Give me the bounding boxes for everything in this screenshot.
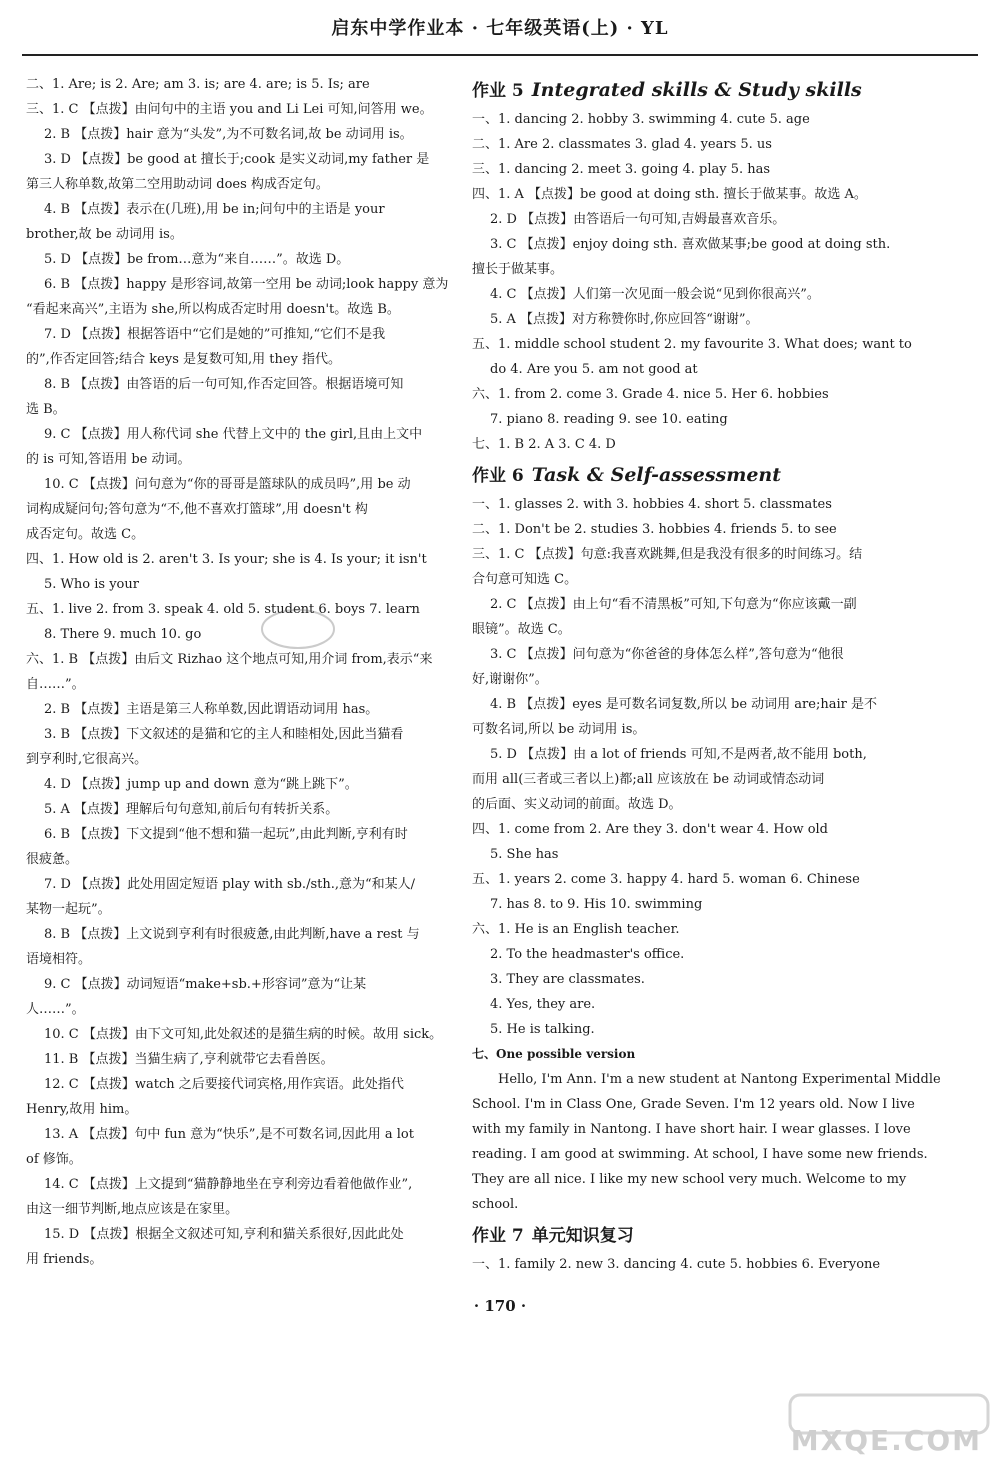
section-number: 作业 5: [472, 81, 524, 101]
essay-label: 七、One possible version: [472, 1047, 636, 1061]
answer-line: Henry,故用 him。: [26, 1102, 138, 1117]
answer-line: 2. To the headmaster's office.: [490, 947, 685, 962]
answer-line: 四、1. How old is 2. aren't 3. Is your; she is 4. Is your; it isn't: [26, 552, 427, 567]
answer-line: 10. C 【点拨】由下文可知,此处叙述的是猫生病的时候。故用 sick。: [44, 1027, 443, 1042]
answer-line: 某物一起玩”。: [26, 902, 111, 917]
answer-line: 人……”。: [26, 1002, 85, 1017]
answer-line: 7. D 【点拨】此处用固定短语 play with sb./sth.,意为“和某人/: [44, 877, 416, 892]
answer-line: 擅长于做某事。: [472, 262, 564, 277]
answer-line: 二、1. Are 2. classmates 3. glad 4. years 5. us: [472, 137, 772, 152]
answer-line: 3. C 【点拨】问句意为“你爸爸的身体怎么样”,答句意为“他很: [490, 647, 844, 662]
stamp-mark: [258, 606, 338, 652]
section-title: 单元知识复习: [531, 1226, 634, 1246]
answer-line: 2. C 【点拨】由上句“看不清黑板”可知,下句意为“你应该戴一副: [490, 597, 857, 612]
page-number: · 170 ·: [473, 1297, 527, 1315]
answer-line: 7. piano 8. reading 9. see 10. eating: [490, 412, 728, 427]
section-number: 作业 6: [472, 466, 524, 486]
answer-line: 4. B 【点拨】eyes 是可数名词复数,所以 be 动词用 are;hair 是不: [490, 697, 877, 712]
section-number: 作业 7: [472, 1226, 524, 1246]
page-header: [22, 6, 978, 56]
answer-line: 8. B 【点拨】由答语的后一句可知,作否定回答。根据语境可知: [44, 377, 404, 392]
answer-line: 二、1. Don't be 2. studies 3. hobbies 4. friends 5. to see: [472, 522, 837, 537]
answer-line: 合句意可知选 C。: [472, 572, 578, 587]
answer-line: 四、1. come from 2. Are they 3. don't wear 4. How old: [472, 822, 829, 837]
answer-line: 10. C 【点拨】问句意为“你的哥哥是篮球队的成员吗”,用 be 动: [44, 477, 411, 492]
section-title: Task & Self-assessment: [531, 464, 782, 486]
answer-line: 8. B 【点拨】上文说到亨利有时很疲惫,由此判断,have a rest 与: [44, 927, 420, 942]
watermark-text: MXQE.COM: [790, 1424, 982, 1457]
left-column: [26, 72, 464, 1272]
answer-line: 9. C 【点拨】动词短语“make+sb.+形容词”意为“让某: [44, 977, 367, 992]
answer-line: 三、1. C 【点拨】句意:我喜欢跳舞,但是我没有很多的时间练习。结: [472, 547, 863, 562]
answer-line: 14. C 【点拨】上文提到“猫静静地坐在亨利旁边看着他做作业”,: [44, 1177, 413, 1192]
answer-line: 4. Yes, they are.: [490, 997, 596, 1012]
answer-line: 四、1. A 【点拨】be good at doing sth. 擅长于做某事。故选 A。: [472, 187, 867, 202]
right-column: [472, 72, 942, 1277]
answer-line: 2. B 【点拨】主语是第三人称单数,因此谓语动词用 has。: [44, 702, 379, 717]
answer-line: 5. A 【点拨】对方称赞你时,你应回答“谢谢”。: [490, 312, 759, 327]
answer-line: 3. D 【点拨】be good at 擅长于;cook 是实义动词,my father 是: [44, 152, 430, 167]
answer-line: 眼镜”。故选 C。: [472, 622, 571, 637]
answer-line: 3. They are classmates.: [490, 972, 645, 987]
answer-line: of 修饰。: [26, 1152, 82, 1167]
answers-section-6: [472, 492, 942, 1042]
essay-text: Hello, I'm Ann. I'm a new student at Nantong Experimental Middle School. I'm in Class One, Grade Seven. I'm 12 years old. Now I live with my family in Nantong. I have short hair. I wear glasses. I love reading. I am good at swimming. At school, I have some new friends. They are all nice. I like my new school very much. Welcome to my school.: [472, 1072, 941, 1212]
answer-line: 六、1. He is an English teacher.: [472, 922, 680, 937]
answer-line: 一、1. glasses 2. with 3. hobbies 4. short 5. classmates: [472, 497, 832, 512]
answer-line: 2. D 【点拨】由答语后一句可知,吉姆最喜欢音乐。: [490, 212, 786, 227]
answer-line: 由这一细节判断,地点应该是在家里。: [26, 1202, 239, 1217]
answer-line: 5. A 【点拨】理解后句句意知,前后句有转折关系。: [44, 802, 339, 817]
answer-line: 8. There 9. much 10. go: [44, 627, 202, 642]
section-heading-6: [472, 459, 942, 492]
answer-line: 3. C 【点拨】enjoy doing sth. 喜欢做某事;be good at doing sth.: [490, 237, 891, 252]
section-heading-7: [472, 1219, 942, 1252]
answer-line: 13. A 【点拨】句中 fun 意为“快乐”,是不可数名词,因此用 a lot: [44, 1127, 414, 1142]
answer-line: 5. Who is your: [44, 577, 139, 592]
answer-line: 到亨利时,它很高兴。: [26, 752, 148, 767]
watermark-logo: [784, 1391, 994, 1465]
section-title: Integrated skills & Study skills: [531, 79, 862, 101]
answer-line: 4. D 【点拨】jump up and down 意为“跳上跳下”。: [44, 777, 358, 792]
header-title: 启东中学作业本 · 七年级英语(上) · YL: [331, 18, 669, 39]
answer-line: 三、1. C 【点拨】由问句中的主语 you and Li Lei 可知,问答用 we。: [26, 102, 433, 117]
answer-line: 很疲惫。: [26, 852, 79, 867]
answer-line: 7. has 8. to 9. His 10. swimming: [490, 897, 703, 912]
answer-line: 15. D 【点拨】根据全文叙述可知,亨利和猫关系很好,因此此处: [44, 1227, 404, 1242]
answer-line: 的”,作否定回答;结合 keys 是复数可知,用 they 指代。: [26, 352, 342, 367]
answer-line: 五、1. live 2. from 3. speak 4. old 5. student 6. boys 7. learn: [26, 602, 420, 617]
answer-line: 一、1. family 2. new 3. dancing 4. cute 5. hobbies 6. Everyone: [472, 1257, 881, 1272]
answer-line: 的 is 可知,答语用 be 动词。: [26, 452, 191, 467]
answer-line: 4. C 【点拨】人们第一次见面一般会说“见到你很高兴”。: [490, 287, 820, 302]
answer-line: brother,故 be 动词用 is。: [26, 227, 183, 242]
answer-line: 七、1. B 2. A 3. C 4. D: [472, 437, 616, 452]
answer-line: 好,谢谢你”。: [472, 672, 548, 687]
answer-line: 7. D 【点拨】根据答语中“它们是她的”可推知,“它们不是我: [44, 327, 386, 342]
answer-line: 可数名词,所以 be 动词用 is。: [472, 722, 646, 737]
answer-line: 6. B 【点拨】happy 是形容词,故第一空用 be 动词;look happy 意为: [44, 277, 449, 292]
answers-section-5: [472, 107, 942, 457]
answer-line: 的后面、实义动词的前面。故选 D。: [472, 797, 682, 812]
answer-line: 5. D 【点拨】be from…意为“来自……”。故选 D。: [44, 252, 350, 267]
section-heading-5: [472, 74, 942, 107]
answer-line: 4. B 【点拨】表示在(几班),用 be in;问句中的主语是 your: [44, 202, 385, 217]
answer-line: 6. B 【点拨】下文提到“他不想和猫一起玩”,由此判断,亨利有时: [44, 827, 408, 842]
answer-line: do 4. Are you 5. am not good at: [490, 362, 698, 377]
answer-line: 五、1. years 2. come 3. happy 4. hard 5. woman 6. Chinese: [472, 872, 860, 887]
answer-line: 一、1. dancing 2. hobby 3. swimming 4. cute 5. age: [472, 112, 810, 127]
answer-line: 成否定句。故选 C。: [26, 527, 145, 542]
answer-line: 六、1. from 2. come 3. Grade 4. nice 5. Her 6. hobbies: [472, 387, 829, 402]
answer-line: 二、1. Are; is 2. Are; am 3. is; are 4. are; is 5. Is; are: [26, 77, 370, 92]
answer-line: 3. B 【点拨】下文叙述的是猫和它的主人和睦相处,因此当猫看: [44, 727, 404, 742]
answer-line: “看起来高兴”,主语为 she,所以构成否定时用 doesn't。故选 B。: [26, 302, 400, 317]
answer-line: 六、1. B 【点拨】由后文 Rizhao 这个地点可知,用介词 from,表示“来: [26, 652, 433, 667]
answer-line: 2. B 【点拨】hair 意为“头发”,为不可数名词,故 be 动词用 is。: [44, 127, 413, 142]
answer-line: 三、1. dancing 2. meet 3. going 4. play 5. has: [472, 162, 771, 177]
answer-line: 5. She has: [490, 847, 559, 862]
answer-line: 5. D 【点拨】由 a lot of friends 可知,不是两者,故不能用 both,: [490, 747, 867, 762]
answer-line: 第三人称单数,故第二空用助动词 does 构成否定句。: [26, 177, 329, 192]
answer-line: 5. He is talking.: [490, 1022, 595, 1037]
answer-line: 词构成疑问句;答句意为“不,他不喜欢打篮球”,用 doesn't 构: [26, 502, 368, 517]
answer-line: 语境相符。: [26, 952, 92, 967]
answer-line: 而用 all(三者或三者以上)都;all 应该放在 be 动词或情态动词: [472, 772, 825, 787]
answer-line: 9. C 【点拨】用人称代词 she 代替上文中的 the girl,且由上文中: [44, 427, 423, 442]
answer-line: 12. C 【点拨】watch 之后要接代词宾格,用作宾语。此处指代: [44, 1077, 404, 1092]
answers-section-7: [472, 1252, 942, 1277]
answer-line: 自……”。: [26, 677, 85, 692]
answer-line: 选 B。: [26, 402, 66, 417]
answer-line: 11. B 【点拨】当猫生病了,亨利就带它去看兽医。: [44, 1052, 334, 1067]
answer-line: 五、1. middle school student 2. my favourite 3. What does; want to: [472, 337, 912, 352]
answer-line: 用 friends。: [26, 1252, 103, 1267]
